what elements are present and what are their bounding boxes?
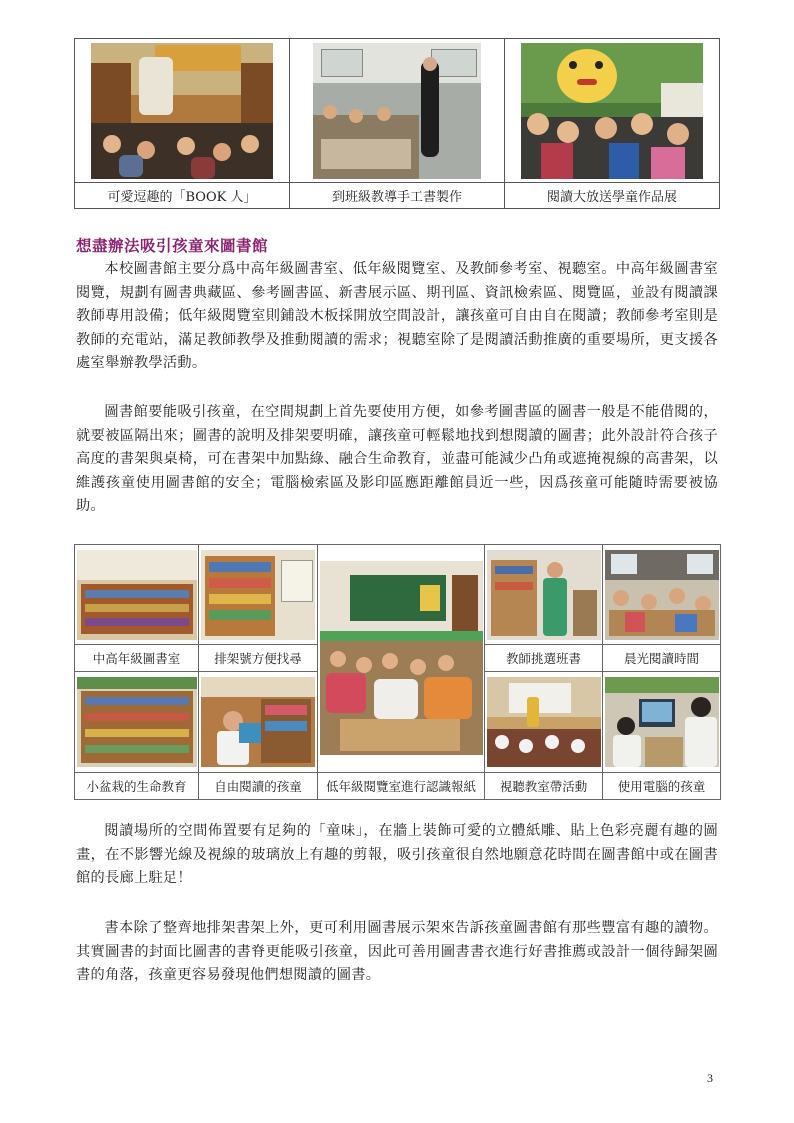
photo-av-room: [487, 677, 601, 767]
caption-book-man: 可愛逗趣的「BOOK 人」: [75, 183, 290, 209]
caption-senior-library: 中高年級圖書室: [75, 645, 199, 672]
section-heading: 想盡辦法吸引孩童來圖書館: [76, 237, 269, 255]
top-photo-table: [74, 38, 720, 209]
photo-exhibition: [521, 43, 703, 179]
photo-cell-morning-reading: [603, 545, 721, 645]
photo-cell-book-man: [75, 39, 290, 183]
paragraph-library-overview: 本校圖書館主要分爲中高年級圖書室、低年級閱覽室、及教師參考室、視聽室。中高年級圖書室閱覽，規劃有圖書典藏區、參考圖書區、新書展示區、期刊區、資訊檢索區、閱覽區，並設有閱讀課教師專用設備；低年級閱覽室則鋪設木板採開放空間設計，讓孩童可自由自在閱讀；教師參考室則是教師的充電站，滿足教師教學及推動閱讀的需求；視聽室除了是閱讀活動推廣的重要場所，更支援各處室舉辦教學活動。: [76, 261, 718, 372]
photo-newspaper-activity: [320, 561, 483, 755]
photo-cell-senior-library: [75, 545, 199, 645]
photo-cell-av-room: [485, 672, 603, 772]
caption-potted-plants: 小盆栽的生命教育: [75, 772, 199, 799]
photo-shelf-numbers: [201, 550, 315, 640]
page-number: 3: [707, 1071, 713, 1085]
photo-cell-handmade-book: [290, 39, 505, 183]
caption-av-room: 視聽教室帶活動: [485, 772, 603, 799]
photo-senior-library: [77, 550, 197, 640]
photo-cell-newspaper-activity: [318, 545, 485, 773]
photo-cell-exhibition: [505, 39, 720, 183]
caption-free-reading: 自由閱讀的孩童: [199, 772, 318, 799]
paragraph-space-planning: 圖書館要能吸引孩童，在空間規劃上首先要使用方便，如參考圖書區的圖書一般是不能借閱的，就要被區隔出來；圖書的說明及排架要明確，讓孩童可輕鬆地找到想閱讀的圖書；此外設計符合孩子高度的書架與桌椅，可在書架中加點綠、融合生命教育，並盡可能減少凸角或遮掩視線的高書架，以維護孩童使用圖書館的安全；電腦檢索區及影印區應距離館員近一些，因爲孩童可能隨時需要被協助。: [76, 404, 718, 515]
caption-handmade-book: 到班級教導手工書製作: [290, 183, 505, 209]
photo-book-man: [91, 43, 273, 179]
paragraph-decoration: 閱讀場所的空間佈置要有足夠的「童味」，在牆上裝飾可愛的立體紙雕、貼上色彩亮麗有趣的圖畫，在不影響光線及視線的玻璃放上有趣的剪報，吸引孩童很自然地願意花時間在圖書館中或在圖書館的長廊上駐足！: [76, 823, 718, 887]
photo-cell-teacher-books: [485, 545, 603, 645]
photo-morning-reading: [605, 550, 719, 640]
caption-computer-use: 使用電腦的孩童: [603, 772, 721, 799]
photo-computer-use: [605, 677, 719, 767]
caption-exhibition: 閱讀大放送學童作品展: [505, 183, 720, 209]
photo-teacher-books: [487, 550, 601, 640]
photo-cell-potted-plants: [75, 672, 199, 772]
photo-potted-plants: [77, 677, 197, 767]
photo-cell-free-reading: [199, 672, 318, 772]
photo-cell-shelf-numbers: [199, 545, 318, 645]
caption-teacher-books: 教師挑選班書: [485, 645, 603, 672]
photo-handmade-book: [313, 43, 481, 179]
photo-cell-computer-use: [603, 672, 721, 772]
caption-newspaper-activity: 低年級閱覽室進行認識報紙: [318, 772, 485, 799]
caption-morning-reading: 晨光閱讀時間: [603, 645, 721, 672]
paragraph-book-display: 書本除了整齊地排架書架上外，更可利用圖書展示架來告訴孩童圖書館有那些豐富有趣的讀物。其實圖書的封面比圖書的書脊更能吸引孩童，因此可善用圖書書衣進行好書推薦或設計一個待歸架圖書的角落，孩童更容易發現他們想閱讀的圖書。: [76, 920, 718, 984]
caption-shelf-numbers: 排架號方便找尋: [199, 645, 318, 672]
photo-free-reading: [201, 677, 315, 767]
library-photo-grid: [74, 544, 721, 800]
